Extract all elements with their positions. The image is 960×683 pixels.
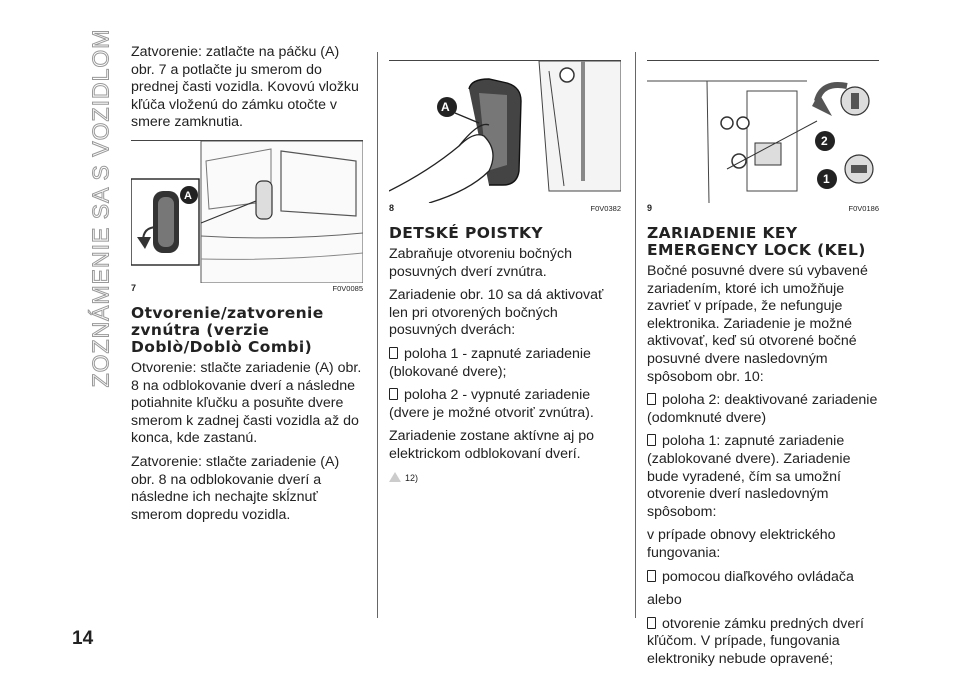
bullet-item: poloha 2 - vypnuté zariadenie (dvere je možné otvoriť zvnútra). [389, 387, 594, 421]
figure-label-a: A [441, 100, 450, 114]
section-heading: DETSKÉ POISTKY [389, 224, 544, 242]
bullet-icon [389, 388, 398, 400]
bullet-item: pomocou diaľkového ovládača [647, 569, 879, 587]
paragraph: alebo [647, 592, 682, 609]
figure-7 [131, 141, 363, 294]
figure-number: 7 [131, 283, 137, 294]
section-heading: ZARIADENIE KEY EMERGENCY LOCK (KEL) [647, 224, 866, 259]
paragraph: Zabraňuje otvoreniu bočných posuvných dverí zvnútra. [389, 246, 572, 280]
bullet-item: poloha 2: deaktivované zariadenie (odomknuté dvere) [647, 392, 878, 426]
figure-code: F0V0085 [332, 284, 363, 294]
page-number: 14 [72, 628, 94, 649]
bullet-icon [647, 617, 656, 629]
warning-icon [389, 472, 401, 482]
bullet-icon [389, 347, 398, 359]
paragraph: Bočné posuvné dvere sú vybavené zariadením, ktoré ich umožňuje zavrieť v prípade, že nefunguje elektronika. Zariadenie je možné aktivovať, keď sú otvorené bočné posuvné dvere nasledovným spôsobom obr. 10: [647, 263, 868, 385]
side-section-title: ZOZNÁMENIE SA S VOZIDLOM [87, 28, 114, 388]
bullet-item: otvorenie zámku predných dverí kľúčom. V prípade, fungovania elektroniky nebude opravené; [647, 615, 864, 667]
paragraph: Zariadenie obr. 10 sa dá aktivovať len pri otvorených bočných posuvných dverách: [389, 287, 604, 339]
bullet-item: poloha 1 - zapnuté zariadenie (blokované dvere); [389, 345, 591, 380]
column-divider [635, 52, 636, 618]
column-1 [131, 44, 363, 530]
section-heading: Otvorenie/zatvorenie zvnútra (verzie Doblò/Doblò Combi) [131, 303, 324, 356]
figure-8 [389, 61, 621, 214]
figure-label-2: 2 [821, 134, 828, 148]
warning-reference: 12) [389, 470, 621, 488]
paragraph: v prípade obnovy elektrického fungovania: [647, 527, 836, 561]
figure-label-a: A [184, 189, 192, 202]
column-3 [647, 44, 879, 674]
paragraph: Otvorenie: stlačte zariadenie (A) obr. 8 na odblokovanie dverí a následne potiahnite kľučku a posuňte dvere smerom k zadnej časti vozidla až do konca, kde zastanú. [131, 359, 362, 447]
figure-code: F0V0382 [590, 204, 621, 214]
interior-handle-illustration [389, 61, 621, 203]
bullet-icon [647, 434, 656, 446]
bullet-item: poloha 1: zapnuté zariadenie (zablokované dvere). Zariadenie bude vyradené, čím sa umožní otvorenie dverí nasledovným spôsobom: [647, 433, 851, 520]
figure-code: F0V0186 [848, 204, 879, 214]
sliding-door-handle-illustration [131, 141, 363, 283]
bullet-icon [647, 570, 656, 582]
paragraph: Zariadenie zostane aktívne aj po elektrickom odblokovaní dverí. [389, 428, 595, 462]
intro-paragraph: Zatvorenie: zatlačte na páčku (A) obr. 7 a potlačte ju smerom do prednej časti vozidla. Kovovú vložku kľúča vloženú do zámku otočte v smere zamknutia. [131, 44, 359, 131]
figure-9 [647, 61, 879, 214]
bullet-icon [647, 393, 656, 405]
column-divider [377, 52, 378, 618]
paragraph: Zatvorenie: stlačte zariadenie (A) obr. 8 na odblokovanie dverí a následne ich nechajte skĺznuť smerom dopredu vozidla. [131, 453, 340, 523]
figure-number: 9 [647, 203, 653, 214]
figure-label-1: 1 [823, 172, 830, 186]
column-2 [389, 44, 621, 487]
kel-lock-illustration [647, 61, 879, 203]
figure-number: 8 [389, 203, 395, 214]
